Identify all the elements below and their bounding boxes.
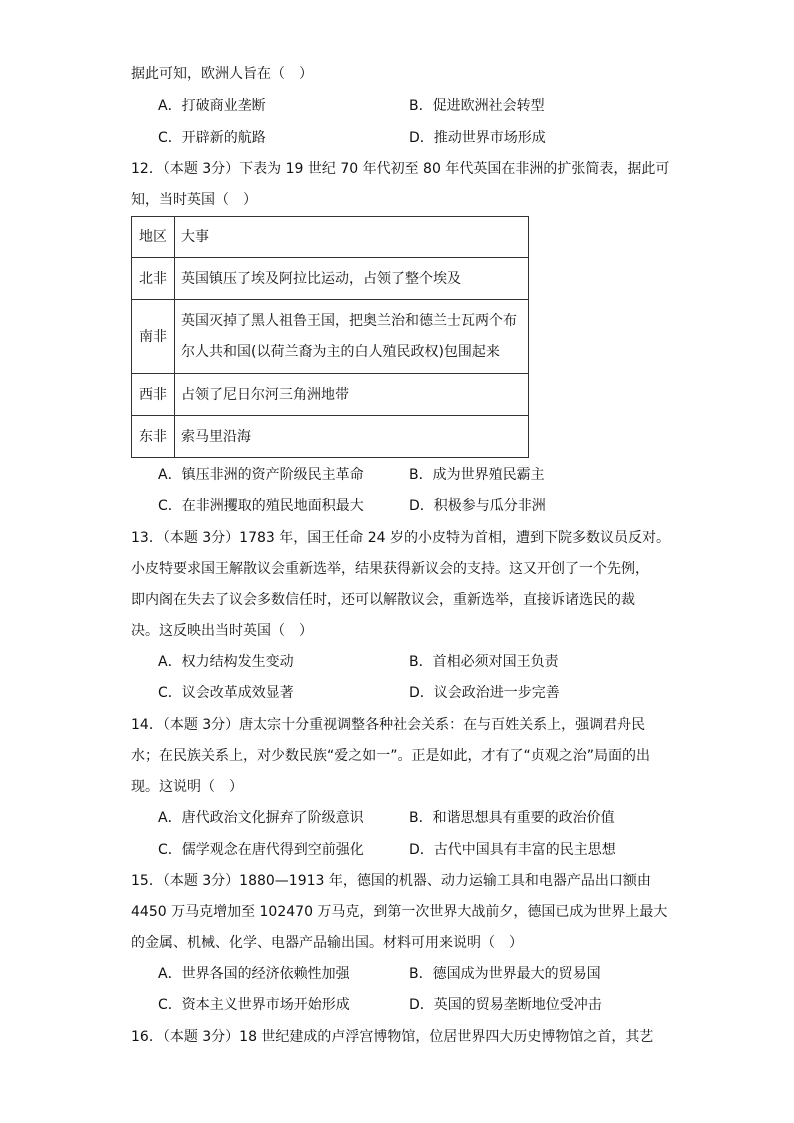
q12-option-c: C．在非洲攫取的殖民地面积最大 (158, 498, 364, 514)
q15-option-c: C．资本主义世界市场开始形成 (158, 997, 350, 1013)
event-text: 英国灭掉了黑人祖鲁王国，把奥兰治和德兰士瓦两个布 (181, 312, 517, 329)
event-text: 英国镇压了埃及阿拉比运动，占领了整个埃及 (181, 270, 461, 287)
table-row (132, 416, 529, 458)
table-header-event: 大事 (175, 217, 529, 258)
q15-stem-line-2: 4450 万马克增加至 102470 万马克，到第一次世界大战前夕，德国已成为世界上最大 (131, 904, 668, 920)
table-row (132, 300, 529, 374)
q13-stem-line-1: 13．（本题 3分）1783 年，国王任命 24 岁的小皮特为首相，遭到下院多数议员反对。 (131, 530, 670, 546)
event-text: 占领了尼日尔河三角洲地带 (181, 386, 349, 403)
q15-option-b: B．德国成为世界最大的贸易国 (409, 966, 601, 982)
q14-option-a: A．唐代政治文化摒弃了阶级意识 (158, 810, 364, 826)
q11-stem: 据此可知，欧洲人旨在（ ） (131, 66, 313, 82)
table-cell-event (175, 300, 529, 374)
table-cell-region: 西非 (132, 374, 175, 416)
q11-option-d: D．推动世界市场形成 (409, 130, 546, 146)
q13-stem-line-3: 即内阁在失去了议会多数信任时，还可以解散议会，重新选举，直接诉诸选民的裁 (131, 592, 635, 608)
q14-stem-line-3: 现。这说明（ ） (131, 779, 243, 795)
q14-stem-line-1: 14．（本题 3分）唐太宗十分重视调整各种社会关系：在与百姓关系上，强调君舟民 (131, 717, 646, 733)
q16-stem-line-1: 16．（本题 3分）18 世纪建成的卢浮宫博物馆，位居世界四大历史博物馆之首，其艺 (131, 1029, 654, 1045)
table-row (132, 258, 529, 300)
table-cell-event (175, 416, 529, 458)
q15-stem-line-3: 的金属、机械、化学、电器产品输出国。材料可用来说明（ ） (131, 935, 523, 951)
q11-option-c: C．开辟新的航路 (158, 130, 266, 146)
q12-option-a: A．镇压非洲的资产阶级民主革命 (158, 467, 364, 483)
q13-option-b: B．首相必须对国王负责 (409, 654, 559, 670)
table-cell-region: 北非 (132, 258, 175, 300)
q15-option-d: D．英国的贸易垄断地位受冲击 (409, 997, 602, 1013)
table-cell-event (175, 374, 529, 416)
table-row (132, 374, 529, 416)
q13-option-d: D．议会政治进一步完善 (409, 685, 560, 701)
event-text: 索马里沿海 (181, 428, 251, 445)
q13-stem-line-2: 小皮特要求国王解散议会重新选举，结果获得新议会的支持。这又开创了一个先例， (131, 561, 649, 577)
q13-option-a: A．权力结构发生变动 (158, 654, 294, 670)
event-text: 尔人共和国(以荷兰裔为主的白人殖民政权)包围起来 (181, 343, 500, 360)
q14-option-b: B．和谐思想具有重要的政治价值 (409, 810, 615, 826)
table-cell-region: 南非 (132, 300, 175, 374)
q15-stem-line-1: 15．（本题 3分）1880—1913 年，德国的机器、动力运输工具和电器产品出口额由 (131, 873, 651, 889)
q13-option-c: C．议会改革成效显著 (158, 685, 294, 701)
table-header-row (132, 217, 529, 258)
q12-stem-line-2: 知，当时英国（ ） (131, 192, 257, 208)
q12-option-d: D．积极参与瓜分非洲 (409, 498, 546, 514)
q11-option-a: A．打破商业垄断 (158, 98, 266, 114)
expansion-table (131, 216, 529, 458)
q14-option-d: D．古代中国具有丰富的民主思想 (409, 842, 616, 858)
table-cell-event (175, 258, 529, 300)
q14-option-c: C．儒学观念在唐代得到空前强化 (158, 842, 364, 858)
q15-option-a: A．世界各国的经济依赖性加强 (158, 966, 350, 982)
q11-option-b: B．促进欧洲社会转型 (409, 98, 545, 114)
q12-stem-line-1: 12．（本题 3分）下表为 19 世纪 70 年代初至 80 年代英国在非洲的扩张简表，据此可 (131, 161, 670, 177)
q14-stem-line-2: 水；在民族关系上，对少数民族“爱之如一”。正是如此，才有了“贞观之治”局面的出 (131, 748, 651, 764)
q12-option-b: B．成为世界殖民霸主 (409, 467, 545, 483)
table-header-region: 地区 (132, 217, 175, 258)
table-cell-region: 东非 (132, 416, 175, 458)
q13-stem-line-4: 决。这反映出当时英国（ ） (131, 623, 313, 639)
